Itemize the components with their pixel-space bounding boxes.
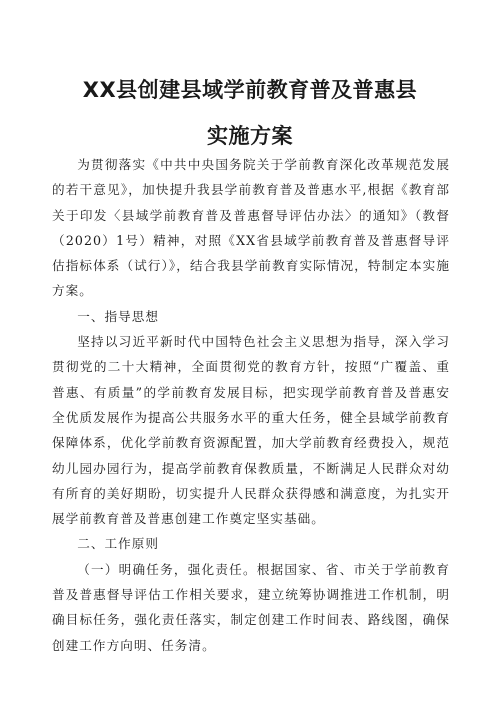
- document-body: [52, 152, 450, 658]
- intro-paragraph: 为贯彻落实《中共中央国务院关于学前教育深化改革规范发展的若干意见》，加快提升我县学前教育普及普惠水平,根据《教育部关于印发〈县域学前教育普及普惠督导评估办法〉的通知》（教督（2020）1号）精神，对照《XX省县域学前教育普及普惠督导评估指标体系（试行）》，结合我县学前教育实际情况，特制定本实施方案。: [52, 157, 450, 299]
- section-heading-guiding-ideology: 一、指导思想: [77, 308, 160, 324]
- section-heading-work-principles: 二、工作原则: [77, 536, 160, 552]
- document-title-line1: XX县创建县域学前教育普及普惠县: [82, 78, 418, 102]
- guiding-ideology-paragraph: 坚持以习近平新时代中国特色社会主义思想为指导，深入学习贯彻党的二十大精神，全面贯彻党的教育方针，按照“广覆盖、重普惠、有质量”的学前教育发展目标，把实现学前教育普及普惠安全优质发展作为提高公共服务水平的重大任务，健全县域学前教育保障体系，优化学前教育资源配置，加大学前教育经费投入，规范幼儿园办园行为，提高学前教育保教质量，不断满足人民群众对幼有所育的美好期盼，切实提升人民群众获得感和满意度，为扎实开展学前教育普及普惠创建工作奠定坚实基础。: [52, 334, 450, 527]
- principle-one-paragraph: （一）明确任务，强化责任。根据国家、省、市关于学前教育普及普惠督导评估工作相关要求，建立统筹协调推进工作机制，明确目标任务，强化责任落实，制定创建工作时间表、路线图，确保创建工作方向明、任务清。: [52, 561, 450, 653]
- document-title-line2: 实施方案: [207, 124, 293, 148]
